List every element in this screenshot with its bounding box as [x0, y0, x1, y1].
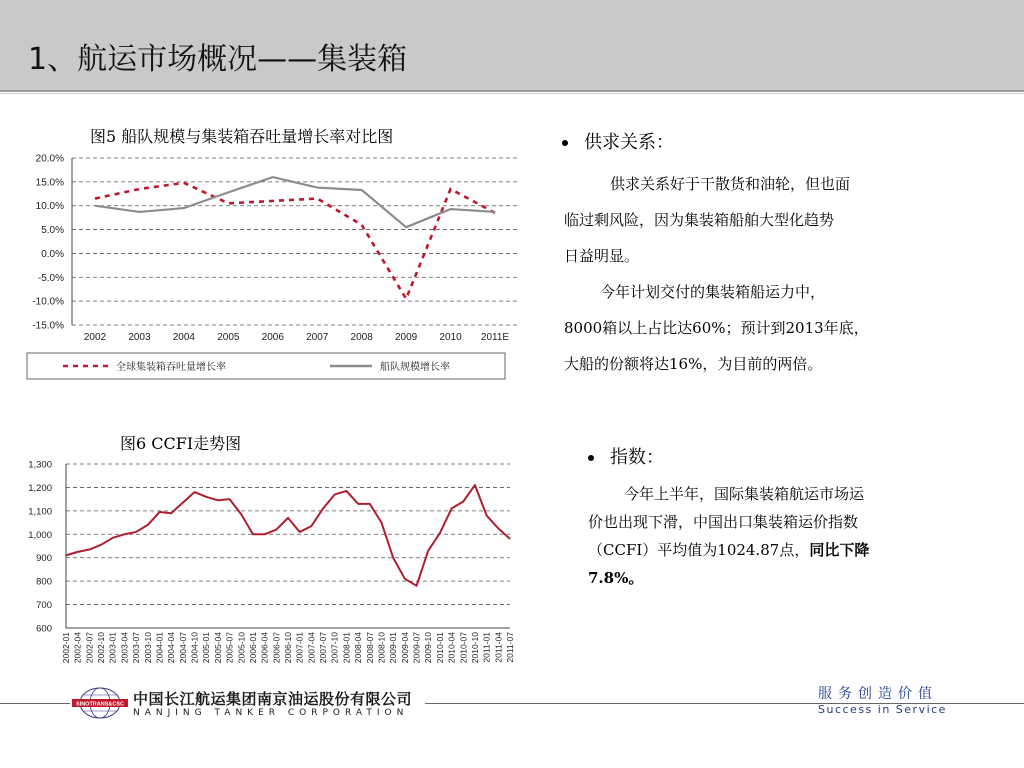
x-tick-label: 2007-04 [306, 632, 317, 664]
x-tick-label: 2006-10 [283, 632, 293, 664]
x-tick-label: 2007-07 [318, 632, 329, 664]
y-tick-label: 1,300 [28, 459, 52, 471]
paragraph-line: 今年上半年，国际集装箱航运市场运 [624, 485, 865, 503]
slogan-en: Success in Service [818, 703, 947, 716]
x-tick-label: 2003-04 [119, 632, 130, 664]
x-tick-label: 2007 [306, 332, 329, 343]
slide-title: 1、航运市场概况——集装箱 [28, 42, 408, 77]
paragraph-line: 价也出现下滑，中国出口集装箱运价指数 [588, 513, 859, 531]
x-tick-label: 2003-07 [131, 632, 142, 664]
legend-label-fleet: 船队规模增长率 [380, 362, 450, 373]
x-tick-label: 2003-01 [107, 632, 118, 664]
x-tick-label: 2002-04 [72, 632, 83, 664]
index-heading [588, 443, 664, 469]
company-name-en: NANJING TANKER CORPORATION [133, 708, 409, 718]
x-tick-label: 2005-04 [212, 632, 223, 664]
supply-demand-heading [562, 128, 674, 154]
x-tick-label: 2009 [394, 332, 418, 343]
y-tick-label: 5.0% [41, 225, 64, 237]
x-tick-label: 2005-10 [236, 632, 247, 664]
x-tick-label: 2008 [350, 332, 373, 343]
y-tick-label: 20.0% [35, 153, 64, 165]
chart5-svg [20, 148, 540, 388]
y-tick-label: 1,200 [28, 482, 52, 494]
x-tick-label: 2008-01 [341, 632, 352, 664]
ccfi-line [66, 485, 510, 586]
paragraph-line [588, 536, 869, 564]
supply-demand-text [564, 166, 869, 382]
y-tick-label: 1,100 [28, 506, 52, 518]
x-tick-label: 2006-07 [271, 632, 282, 664]
company-name-cn: 中国长江航运集团南京油运股份有限公司 [133, 690, 413, 708]
legend-label-throughput: 全球集装箱吞吐量增长率 [116, 362, 226, 373]
x-tick-label: 2010-04 [446, 632, 457, 664]
y-tick-label: 900 [36, 553, 52, 565]
y-tick-label: 0.0% [41, 248, 64, 260]
x-tick-label: 2010-01 [434, 632, 445, 664]
x-tick-label: 2010-07 [458, 632, 469, 664]
title-divider [0, 90, 1024, 92]
x-tick-label: 2002-10 [96, 632, 107, 664]
x-tick-label: 2011-04 [493, 632, 504, 663]
x-tick-label: 2006-01 [247, 632, 258, 664]
y-tick-label: 15.0% [35, 177, 64, 189]
x-tick-label: 2005-01 [201, 632, 212, 664]
y-tick-label: -5.0% [37, 272, 64, 284]
x-tick-label: 2004-01 [154, 632, 165, 664]
y-tick-label: 800 [36, 576, 52, 588]
paragraph-line: 8000箱以上占比达60%；预计到2013年底， [564, 319, 869, 337]
bullet-icon [588, 455, 594, 461]
chart5-caption: 图5 船队规模与集装箱吞吐量增长率对比图 [90, 127, 394, 146]
index-heading-text: 指数： [610, 447, 664, 468]
x-tick-label: 2002 [83, 332, 107, 343]
paragraph-line: 供求关系好于干散货和油轮，但也面 [610, 175, 851, 193]
throughput-growth-line [95, 183, 495, 299]
y-tick-label: 600 [36, 623, 52, 635]
x-tick-label: 2004-07 [177, 632, 188, 664]
paragraph-line: 今年计划交付的集装箱船运力中， [600, 283, 826, 301]
company-logo [72, 686, 128, 720]
decline-value: 7.8%。 [588, 569, 644, 587]
x-tick-label: 2006 [261, 332, 284, 343]
x-tick-label: 2003-10 [142, 632, 153, 664]
x-tick-label: 2003 [128, 332, 151, 343]
y-tick-label: 700 [36, 600, 52, 612]
title-divider-light [0, 93, 1024, 94]
x-tick-label: 2004-10 [189, 632, 200, 664]
x-tick-label: 2009-01 [388, 632, 399, 664]
x-tick-label: 2010-10 [469, 632, 480, 664]
logo-text: SINOTRANS&CSC [76, 701, 124, 708]
x-tick-label: 2007-10 [329, 632, 340, 664]
x-tick-label: 2007-01 [294, 632, 305, 664]
x-tick-label: 2002-01 [61, 632, 71, 664]
x-tick-label: 2009-10 [423, 632, 434, 664]
x-tick-label: 2009-07 [411, 632, 422, 664]
y-tick-label: -10.0% [32, 296, 64, 308]
x-tick-label: 2008-04 [353, 632, 364, 664]
y-tick-label: 1,000 [28, 529, 52, 541]
x-tick-label: 2006-04 [259, 632, 270, 664]
paragraph-line: 大船的份额将达16%，为目前的两倍。 [564, 355, 823, 373]
paragraph-line: 临过剩风险，因为集装箱船舶大型化趋势 [564, 211, 835, 229]
index-text [588, 480, 869, 592]
x-tick-label: 2008-07 [364, 632, 375, 664]
y-tick-label: 10.0% [35, 201, 64, 213]
x-tick-label: 2011-07 [505, 632, 515, 663]
supply-demand-heading-text: 供求关系： [584, 132, 674, 153]
y-tick-label: -15.0% [32, 320, 64, 332]
x-tick-label: 2002-07 [84, 632, 95, 664]
paragraph-line: 日益明显。 [564, 247, 640, 265]
x-tick-label: 2004 [172, 332, 196, 343]
x-tick-label: 2005 [217, 332, 240, 343]
x-tick-label: 2004-04 [166, 632, 177, 664]
x-tick-label: 2011-01 [481, 632, 492, 663]
x-tick-label: 2011E [480, 332, 510, 343]
slogan-cn: 服务创造价值 [818, 686, 938, 702]
fleet-growth-line [95, 177, 495, 227]
chart6-caption: 图6 CCFI走势图 [120, 434, 242, 453]
x-tick-label: 2010 [439, 332, 462, 343]
chart6-svg [20, 455, 520, 675]
footer-rule-left [0, 703, 70, 704]
x-tick-label: 2008-10 [376, 632, 387, 664]
x-tick-label: 2009-04 [399, 632, 410, 664]
bullet-icon [562, 140, 568, 146]
decline-highlight: 同比下降 [809, 541, 870, 559]
paragraph-line-text: （CCFI）平均值为1024.87点， [588, 541, 810, 559]
x-tick-label: 2005-07 [224, 632, 235, 664]
